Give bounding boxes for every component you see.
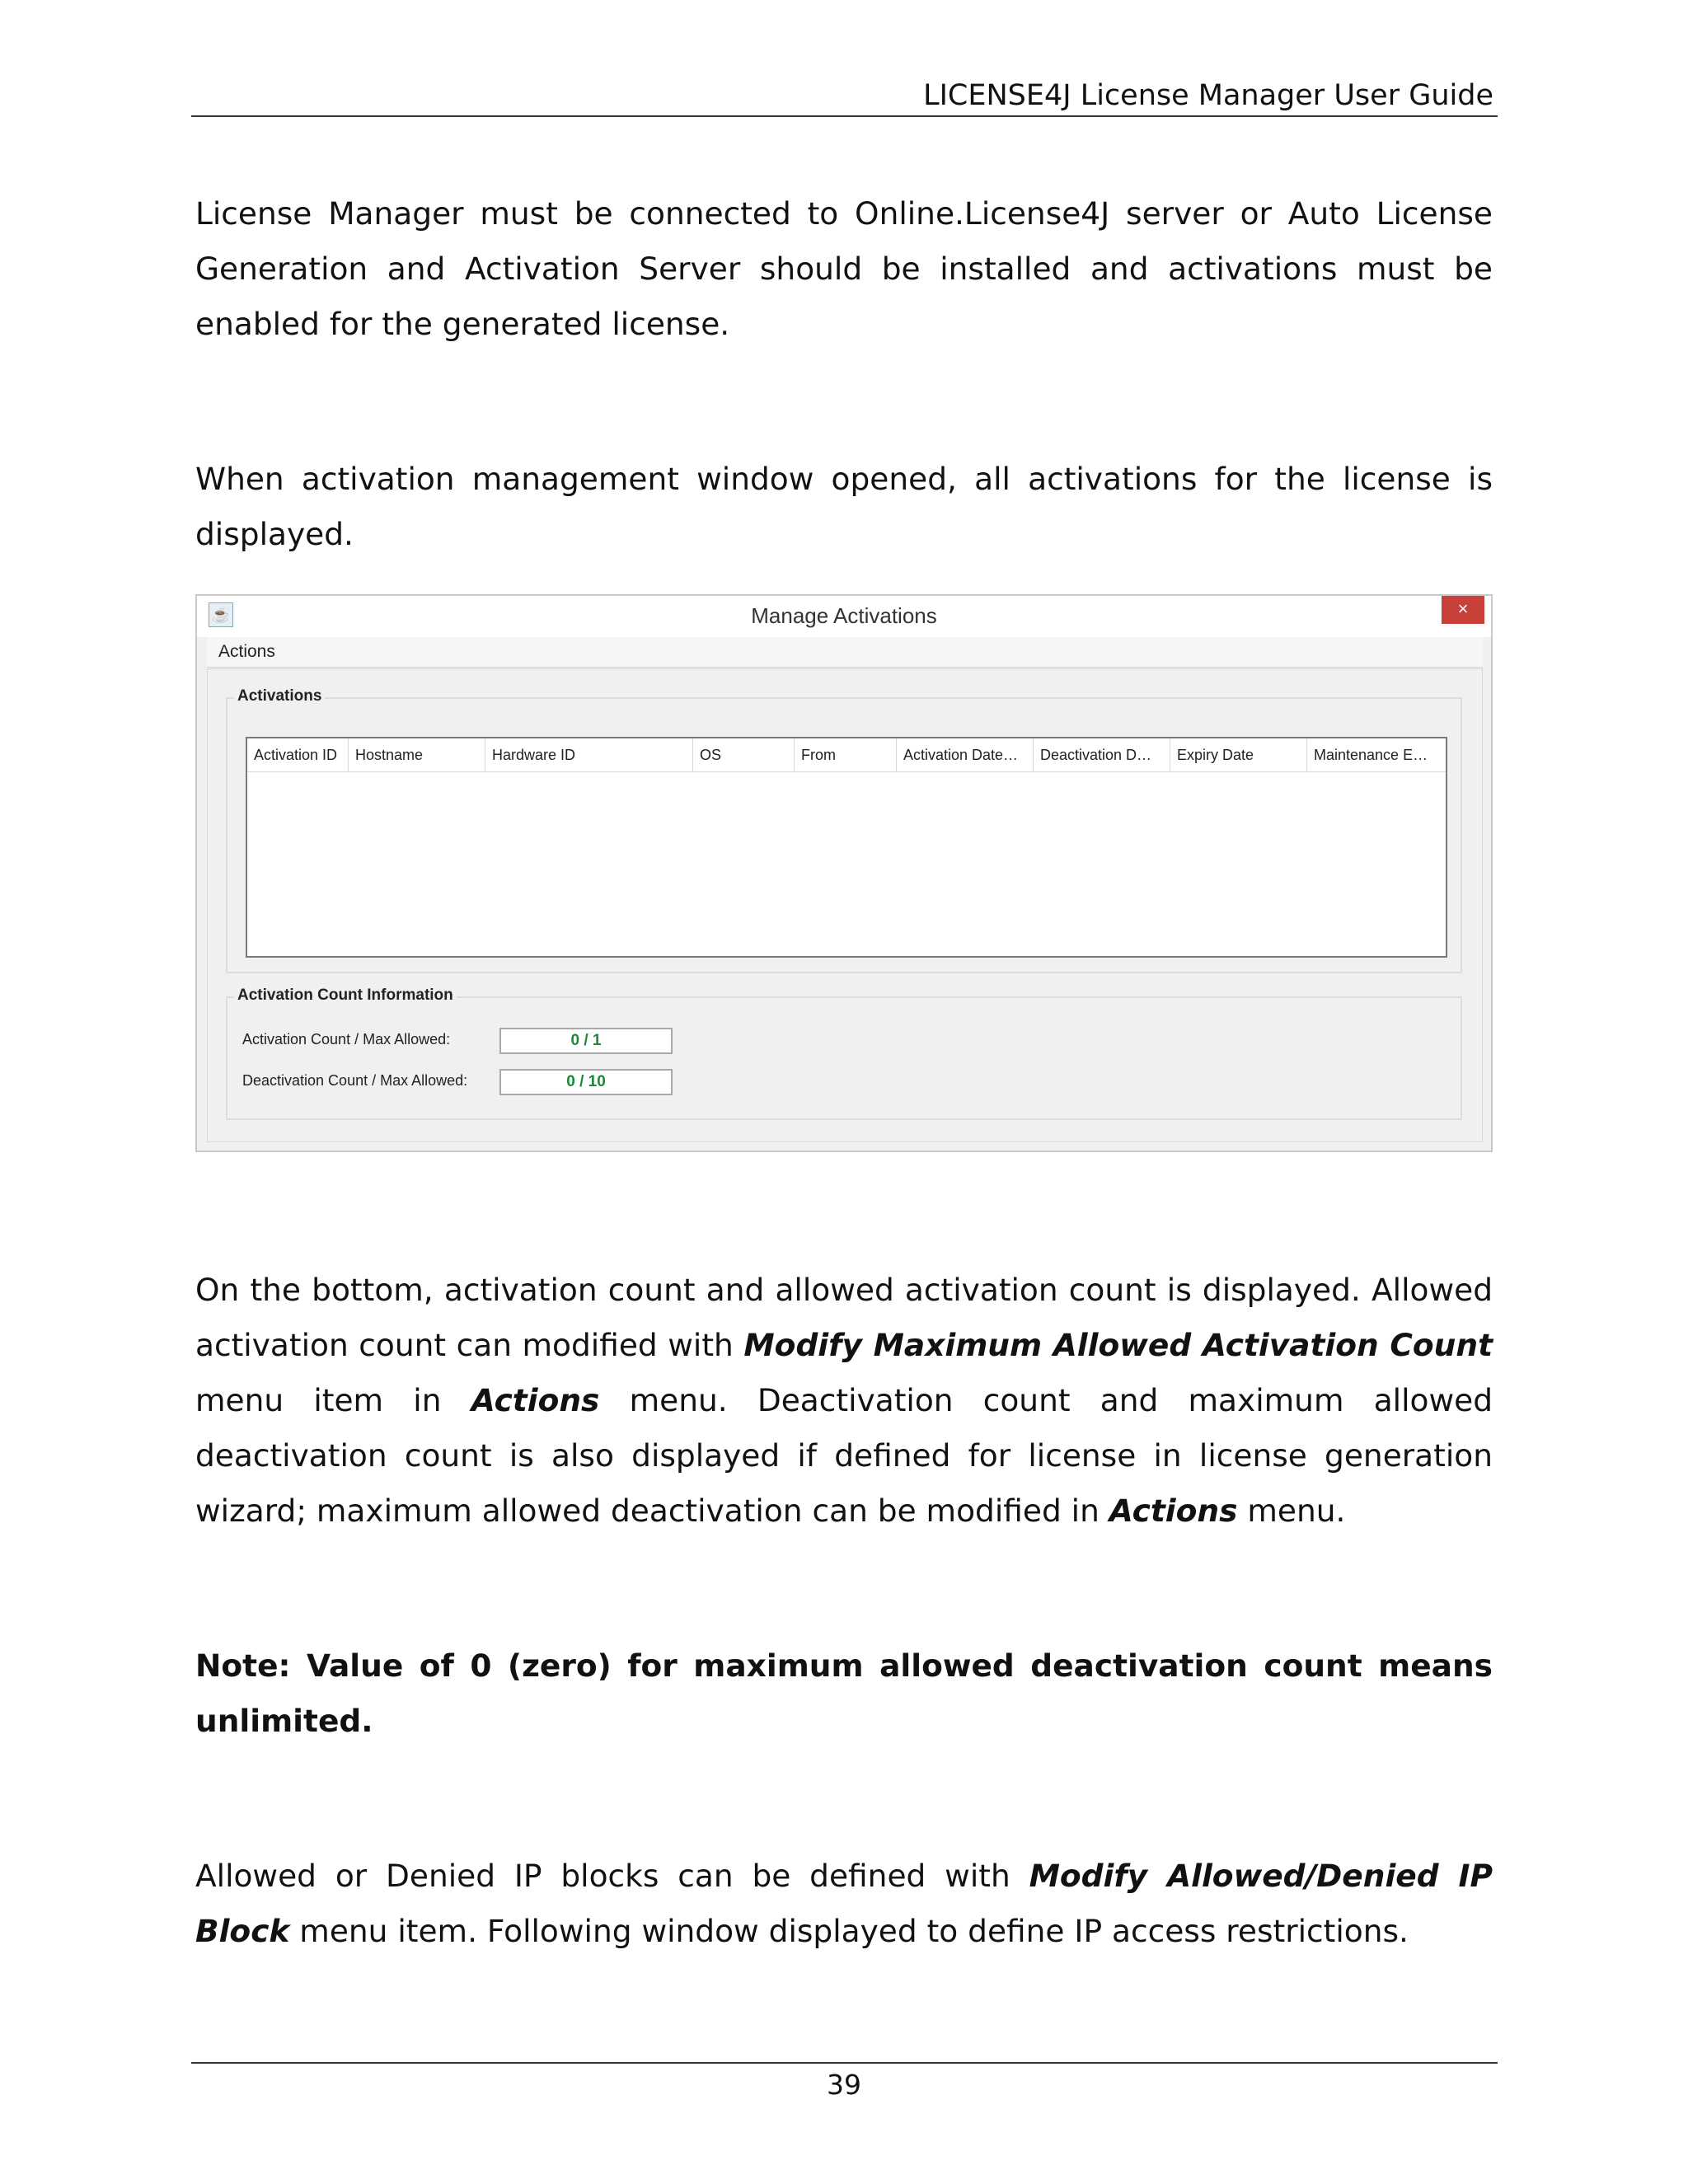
activation-count-field: 0 / 1 (499, 1028, 673, 1054)
page-number: 39 (827, 2069, 861, 2101)
menu-reference: Actions (1109, 1493, 1238, 1529)
table-header (247, 738, 1446, 772)
column-header[interactable]: Hardware ID (485, 738, 693, 771)
menu-actions[interactable]: Actions (218, 642, 275, 661)
body-paragraph-counts: On the bottom, activation count and allowed activation count is displayed. Allowed activation count can modified with Modify Maximum Allowed Activation Count menu item in Actions menu. Deactivation count and maximum allowed deactivation count is also displayed if defined for license in license generation wizard; maximum allowed deactivation can be modified in Actions menu. (195, 1272, 1493, 1529)
menu-bar (207, 637, 1483, 668)
footer-divider (191, 2062, 1498, 2064)
manage-activations-screenshot (195, 594, 1493, 1152)
column-header[interactable]: Expiry Date (1170, 738, 1307, 771)
java-app-icon: ☕ (209, 602, 233, 627)
window-title: Manage Activations (751, 603, 937, 628)
deactivation-count-field: 0 / 10 (499, 1069, 673, 1095)
menu-reference: Modify Maximum Allowed Activation Count (743, 1327, 1493, 1363)
activation-count-group (226, 987, 1462, 1120)
activation-count-label: Activation Count / Max Allowed: (242, 1031, 451, 1047)
intro-paragraph-1: License Manager must be connected to Online.License4J server or Auto License Generation and Activation Server should be installed and activations must be enabled for the generated license. (195, 195, 1493, 342)
column-header[interactable]: From (795, 738, 897, 771)
activations-group-title: Activations (234, 687, 325, 705)
body-paragraph-ip-blocks: Allowed or Denied IP blocks can be defined with Modify Allowed/Denied IP Block menu item. Following window displayed to define IP access restrictions. (195, 1858, 1493, 1949)
column-header[interactable]: Maintenance E… (1314, 747, 1428, 763)
activations-group (226, 687, 1462, 973)
column-header[interactable]: Activation ID (247, 738, 349, 771)
menu-reference: Modify Allowed/Denied IP Block (195, 1858, 1493, 1949)
intro-paragraph-2: When activation management window opened, all activations for the license is displayed. (195, 461, 1493, 552)
note-paragraph: Note: Value of 0 (zero) for maximum allowed deactivation count means unlimited. (195, 1647, 1493, 1739)
title-bar (197, 596, 1491, 637)
column-header[interactable]: Activation Date… (897, 738, 1034, 771)
activations-table[interactable] (246, 737, 1447, 958)
header-divider (191, 115, 1498, 117)
window-content (207, 668, 1483, 1142)
header-title: LICENSE4J License Manager User Guide (923, 79, 1493, 112)
menu-reference: Actions (471, 1382, 600, 1418)
column-header[interactable]: OS (693, 738, 795, 771)
activation-count-group-title: Activation Count Information (234, 987, 457, 1005)
column-header[interactable]: Hostname (349, 738, 485, 771)
column-header[interactable]: Deactivation D… (1034, 738, 1170, 771)
deactivation-count-label: Deactivation Count / Max Allowed: (242, 1072, 468, 1089)
close-button[interactable]: × (1442, 596, 1484, 624)
